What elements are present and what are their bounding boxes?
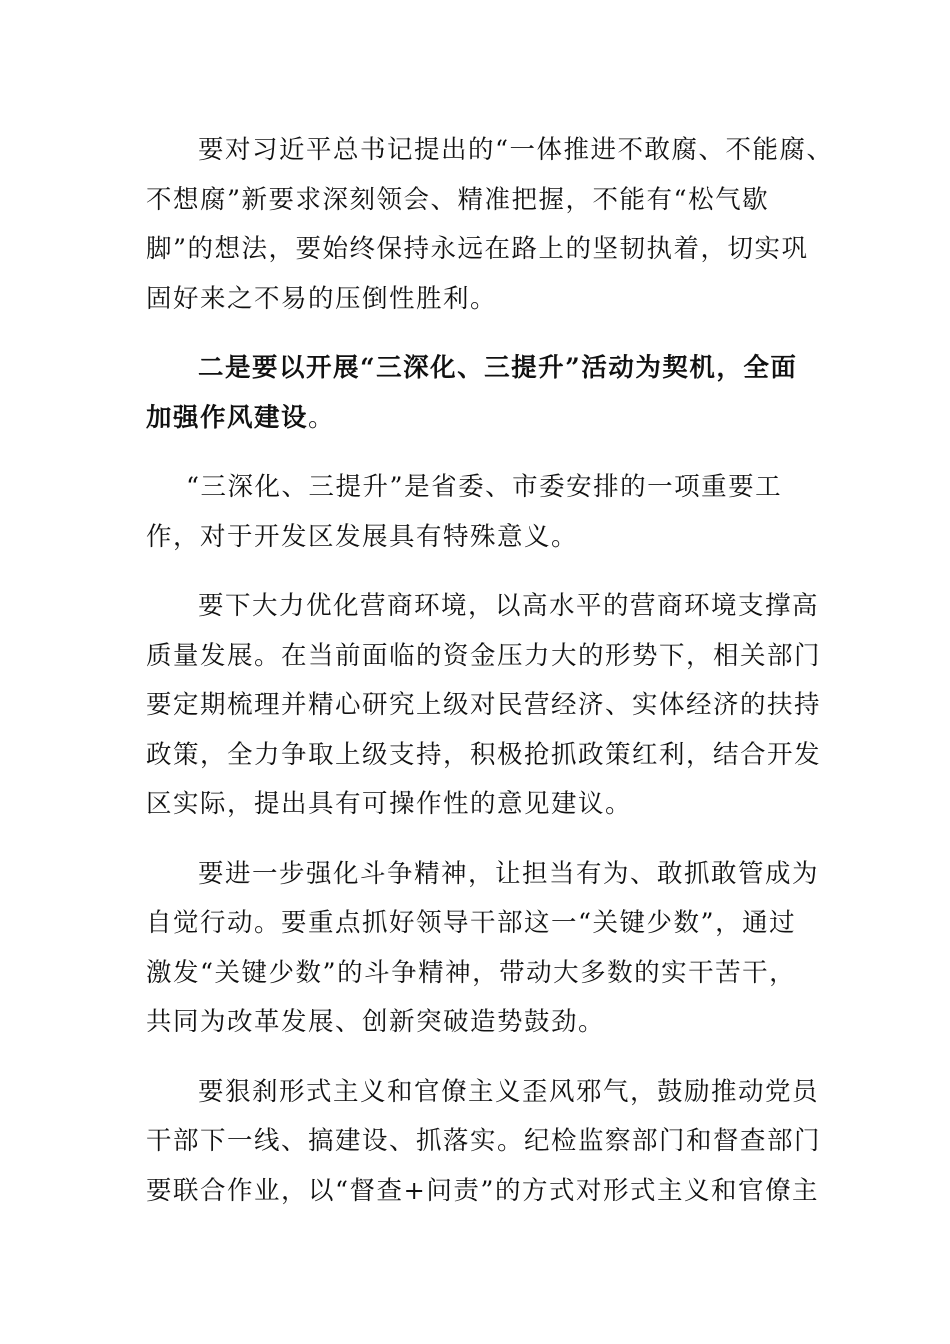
heading-period: 。	[308, 402, 336, 433]
text-line: 要定期梳理并精心研究上级对民营经济、实体经济的扶持	[146, 690, 822, 720]
heading-line: 二是要以开展“三深化、三提升”活动为契机，全面	[198, 353, 798, 383]
text-line: 要下大力优化营商环境，以高水平的营商环境支撑高	[198, 591, 820, 621]
text-line: 区实际，提出具有可操作性的意见建议。	[146, 789, 633, 819]
text-line: 要联合作业，以“督查+问责”的方式对形式主义和官僚主	[146, 1175, 819, 1206]
text-line: 要进一步强化斗争精神，让担当有为、敢抓敢管成为	[198, 858, 820, 889]
text-line: “三深化、三提升”是省委、市委安排的一项重要工	[186, 472, 783, 502]
paragraph-business-environment	[146, 582, 822, 830]
paragraph-three-deepen	[146, 463, 806, 562]
text-line: 政策，全力争取上级支持，积极抢抓政策红利，结合开发	[146, 739, 822, 770]
text-line: 要狠刹形式主义和官僚主义歪风邪气，鼓励推动党员	[198, 1076, 820, 1107]
text-line: 自觉行动。要重点抓好领导干部这一“关键少数”，通过	[146, 908, 797, 938]
paragraph-anti-corruption	[146, 126, 834, 324]
text-line: 共同为改革发展、创新突破造势鼓劲。	[146, 1007, 606, 1037]
text-line: 作，对于开发区发展具有特殊意义。	[146, 521, 579, 552]
heading-text: 加强作风建设	[146, 402, 309, 433]
paragraph-section-heading	[146, 344, 806, 443]
text-line: 固好来之不易的压倒性胜利。	[146, 283, 498, 314]
text-line: 干部下一线、搞建设、抓落实。纪检监察部门和督查部门	[146, 1126, 822, 1156]
text-line: 要对习近平总书记提出的“一体推进不敢腐、不能腐、	[198, 135, 834, 165]
text-line: 质量发展。在当前面临的资金压力大的形势下，相关部门	[146, 640, 822, 671]
text-line: 不想腐”新要求深刻领会、精准把握，不能有“松气歇	[146, 184, 770, 215]
document-body	[146, 126, 834, 1236]
paragraph-formalism	[146, 1068, 822, 1217]
text-line: 激发“关键少数”的斗争精神，带动大多数的实干苦干，	[146, 957, 797, 988]
text-line: 脚”的想法，要始终保持永远在路上的坚韧执着，切实巩	[146, 234, 809, 264]
heading-line-wrap	[146, 394, 806, 444]
paragraph-fighting-spirit	[146, 850, 820, 1048]
